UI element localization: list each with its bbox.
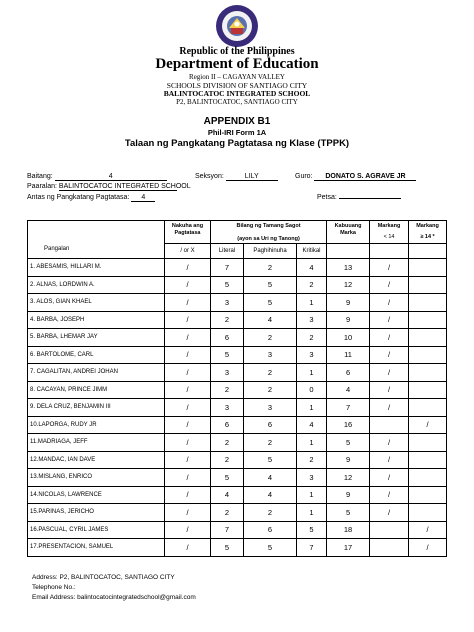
nakuha-cell: / — [165, 451, 211, 469]
markang-ge-label: Markang — [416, 223, 439, 229]
table-row — [28, 434, 447, 452]
table-row — [28, 399, 447, 417]
literal-cell: 2 — [211, 434, 244, 452]
lt-cell — [370, 521, 409, 539]
lt-sub-header — [370, 244, 409, 259]
literal-cell: 5 — [211, 539, 244, 557]
republic-line: Republic of the Philippines — [179, 46, 295, 57]
kabuuang-cell: 9 — [327, 486, 370, 504]
lt-cell: / — [370, 364, 409, 382]
ge-cell — [409, 469, 447, 487]
paghihinuha-cell: 2 — [244, 504, 297, 522]
kritikal-cell: 1 — [297, 399, 327, 417]
table-row — [28, 469, 447, 487]
kritikal-cell: 1 — [297, 294, 327, 312]
lt-cell: / — [370, 329, 409, 347]
ge-cell: / — [409, 521, 447, 539]
lt-value-label: < 14 — [383, 234, 395, 240]
seksyon-value: LILY — [226, 173, 278, 181]
lt-cell: / — [370, 451, 409, 469]
bilang-header — [211, 221, 327, 244]
table-row — [28, 504, 447, 522]
student-name: 14.NICOLAS, LAWRENCE — [28, 486, 165, 504]
lt-cell: / — [370, 259, 409, 277]
kritikal-cell: 4 — [297, 416, 327, 434]
deped-seal-icon — [215, 4, 259, 48]
paghihinuha-cell: 2 — [244, 259, 297, 277]
ge-cell: / — [409, 416, 447, 434]
student-name: 15.PARINAS, JERICHO — [28, 504, 165, 522]
paghihinuha-cell: 5 — [244, 276, 297, 294]
ge-cell: / — [409, 539, 447, 557]
footer-address: Address: P2, BALINTOCATOC, SANTIAGO CITY — [32, 574, 175, 581]
ge-cell — [409, 346, 447, 364]
paghihinuha-header: Paghihinuha — [244, 244, 297, 259]
student-name: 13.MISLANG, ENRICO — [28, 469, 165, 487]
pangalan-header: Pangalan — [44, 246, 70, 252]
paghihinuha-cell: 6 — [244, 521, 297, 539]
nakuha-cell: / — [165, 416, 211, 434]
nakuha-cell: / — [165, 381, 211, 399]
kabuuang-cell: 18 — [327, 521, 370, 539]
nakuha-cell: / — [165, 311, 211, 329]
student-name: 8. CACAYAN, PRINCE JIMM — [28, 381, 165, 399]
form-title: Phil-IRI Form 1A — [207, 128, 267, 137]
antas-label: Antas ng Pangkatang Pagtatasa: — [27, 194, 130, 201]
markang-lt-label: Markang — [377, 223, 401, 229]
kritikal-header: Kritikal — [297, 244, 327, 259]
nakuha-cell: / — [165, 399, 211, 417]
nakuha-cell: / — [165, 259, 211, 277]
nakuha-cell: / — [165, 539, 211, 557]
table-row — [28, 329, 447, 347]
kritikal-cell: 3 — [297, 469, 327, 487]
ge-cell — [409, 259, 447, 277]
ge-cell — [409, 451, 447, 469]
kabuuang-cell: 5 — [327, 504, 370, 522]
lt-cell: / — [370, 434, 409, 452]
footer-telephone: Telephone No.: — [32, 584, 76, 591]
paghihinuha-cell: 3 — [244, 346, 297, 364]
kabuuang-cell: 10 — [327, 329, 370, 347]
table-row — [28, 276, 447, 294]
kritikal-cell: 1 — [297, 364, 327, 382]
division-line: SCHOOLS DIVISION OF SANTIAGO CITY — [166, 81, 308, 90]
table-row — [28, 259, 447, 277]
school-line: BALINTOCATOC INTEGRATED SCHOOL — [163, 89, 311, 98]
table-row — [28, 346, 447, 364]
nakuha-cell: / — [165, 294, 211, 312]
kabuuang-cell: 12 — [327, 469, 370, 487]
markang-lt-header — [370, 221, 409, 244]
ge-cell — [409, 504, 447, 522]
kabuuang-cell: 17 — [327, 539, 370, 557]
kabuuang-cell: 5 — [327, 434, 370, 452]
kritikal-cell: 2 — [297, 276, 327, 294]
kabuuang-header: Kabuuang Marka — [327, 221, 370, 244]
kritikal-cell: 2 — [297, 329, 327, 347]
nakuha-cell: / — [165, 364, 211, 382]
literal-cell: 6 — [211, 329, 244, 347]
literal-cell: 5 — [211, 469, 244, 487]
kabuuang-cell: 13 — [327, 259, 370, 277]
seksyon-field — [195, 173, 278, 181]
kabuuang-cell: 9 — [327, 451, 370, 469]
bilang-label: Bilang ng Tamang Sagot — [236, 223, 301, 229]
region-line: Region II – CAGAYAN VALLEY — [189, 73, 285, 81]
kritikal-cell: 1 — [297, 434, 327, 452]
paaralan-value: BALINTOCATOC INTEGRATED SCHOOL — [58, 183, 191, 190]
lt-cell: / — [370, 346, 409, 364]
kabuuang-cell: 7 — [327, 399, 370, 417]
footer-email: Email Address: balintocatocintegratedschool@gmail.com — [32, 594, 196, 601]
baitang-field — [27, 173, 167, 181]
student-name: 4. BARBA, JOSEPH — [28, 311, 165, 329]
literal-cell: 6 — [211, 416, 244, 434]
lt-cell: / — [370, 504, 409, 522]
kabuuang-cell: 11 — [327, 346, 370, 364]
table-row — [28, 521, 447, 539]
ge-cell — [409, 364, 447, 382]
table-row — [28, 381, 447, 399]
nakuha-cell: / — [165, 469, 211, 487]
lt-cell: / — [370, 469, 409, 487]
lt-cell — [370, 416, 409, 434]
school-address-line: P2, BALINTOCATOC, SANTIAGO CITY — [176, 98, 298, 106]
paghihinuha-cell: 2 — [244, 364, 297, 382]
kritikal-cell: 3 — [297, 311, 327, 329]
paghihinuha-cell: 5 — [244, 294, 297, 312]
lt-cell: / — [370, 311, 409, 329]
literal-cell: 4 — [211, 486, 244, 504]
paghihinuha-cell: 4 — [244, 469, 297, 487]
department-title: Department of Education — [155, 56, 319, 72]
ge-cell — [409, 294, 447, 312]
table-row — [28, 364, 447, 382]
kritikal-cell: 3 — [297, 346, 327, 364]
table-row — [28, 486, 447, 504]
student-name: 2. ALNAS, LORDWIN A. — [28, 276, 165, 294]
student-name: 7. CAGALITAN, ANDREI JOHAN — [28, 364, 165, 382]
kritikal-cell: 7 — [297, 539, 327, 557]
ge-cell — [409, 381, 447, 399]
kabuuang-cell: 6 — [327, 364, 370, 382]
nakuha-cell: / — [165, 329, 211, 347]
nakuha-cell: / — [165, 504, 211, 522]
student-name: 5. BARBA, LHEMAR JAY — [28, 329, 165, 347]
student-name: 6. BARTOLOME, CARL — [28, 346, 165, 364]
paaralan-field — [27, 183, 191, 191]
literal-cell: 7 — [211, 259, 244, 277]
kabuuang-sub-header — [327, 244, 370, 259]
literal-cell: 2 — [211, 381, 244, 399]
lt-cell: / — [370, 381, 409, 399]
kabuuang-cell: 16 — [327, 416, 370, 434]
antas-field — [27, 194, 155, 202]
petsa-value — [339, 198, 401, 199]
paghihinuha-cell: 6 — [244, 416, 297, 434]
kritikal-cell: 0 — [297, 381, 327, 399]
nakuha-header: Nakuha ang Pagtatasa — [165, 221, 211, 244]
student-name: 12.MANDAC, IAN DAVE — [28, 451, 165, 469]
student-name: 1. ABESAMIS, HILLARI M. — [28, 259, 165, 277]
petsa-label: Petsa: — [317, 194, 337, 201]
student-name: 10.LAPORGA, RUDY JR — [28, 416, 165, 434]
ayon-label: (ayon sa Uri ng Tanong) — [237, 236, 300, 242]
kritikal-cell: 1 — [297, 486, 327, 504]
kritikal-cell: 1 — [297, 504, 327, 522]
guro-field — [295, 173, 416, 181]
lt-cell — [370, 539, 409, 557]
nakuha-cell: / — [165, 346, 211, 364]
paghihinuha-cell: 4 — [244, 486, 297, 504]
ge-cell — [409, 486, 447, 504]
literal-cell: 5 — [211, 276, 244, 294]
literal-cell: 3 — [211, 364, 244, 382]
ge-cell — [409, 329, 447, 347]
or-x-header: / or X — [165, 244, 211, 259]
antas-value: 4 — [131, 194, 155, 202]
tppk-table — [27, 220, 447, 557]
student-name: 17.PRESENTACION, SAMUEL — [28, 539, 165, 557]
literal-cell: 2 — [211, 311, 244, 329]
student-name: 16.PASCUAL, CYRIL JAMES — [28, 521, 165, 539]
lt-cell: / — [370, 294, 409, 312]
literal-cell: 3 — [211, 294, 244, 312]
header-row-1 — [28, 221, 447, 244]
literal-cell: 2 — [211, 504, 244, 522]
baitang-value: 4 — [55, 173, 167, 181]
kritikal-cell: 4 — [297, 259, 327, 277]
petsa-field — [317, 194, 401, 201]
appendix-title: APPENDIX B1 — [203, 116, 271, 127]
kabuuang-cell: 9 — [327, 294, 370, 312]
main-title: Talaan ng Pangkatang Pagtatasa ng Klase (TPPK) — [124, 138, 350, 149]
student-name: 11.MADRIAGA, JEFF — [28, 434, 165, 452]
table-row — [28, 451, 447, 469]
kritikal-cell: 2 — [297, 451, 327, 469]
seksyon-label: Seksyon: — [195, 173, 224, 180]
kritikal-cell: 5 — [297, 521, 327, 539]
markang-ge-header — [409, 221, 447, 244]
lt-cell: / — [370, 276, 409, 294]
literal-header: Literal — [211, 244, 244, 259]
table-row — [28, 539, 447, 557]
table-row — [28, 311, 447, 329]
literal-cell: 7 — [211, 521, 244, 539]
ge-value-label: ≥ 14 * — [420, 234, 435, 240]
guro-value: DONATO S. AGRAVE JR — [314, 173, 416, 181]
paghihinuha-cell: 2 — [244, 329, 297, 347]
literal-cell: 2 — [211, 451, 244, 469]
baitang-label: Baitang: — [27, 173, 53, 180]
paghihinuha-cell: 2 — [244, 434, 297, 452]
student-name: 9. DELA CRUZ, BENJAMIN III — [28, 399, 165, 417]
table-row — [28, 294, 447, 312]
ge-cell — [409, 276, 447, 294]
kabuuang-cell: 4 — [327, 381, 370, 399]
paaralan-label: Paaralan: — [27, 183, 57, 190]
nakuha-cell: / — [165, 521, 211, 539]
literal-cell: 5 — [211, 346, 244, 364]
ge-cell — [409, 434, 447, 452]
kabuuang-cell: 12 — [327, 276, 370, 294]
student-name: 3. ALOS, GIAN KHAEL — [28, 294, 165, 312]
nakuha-cell: / — [165, 434, 211, 452]
literal-cell: 3 — [211, 399, 244, 417]
lt-cell: / — [370, 486, 409, 504]
pangalan-header-top — [28, 221, 165, 259]
guro-label: Guro: — [295, 173, 313, 180]
ge-cell — [409, 399, 447, 417]
paghihinuha-cell: 4 — [244, 311, 297, 329]
paghihinuha-cell: 5 — [244, 539, 297, 557]
ge-sub-header — [409, 244, 447, 259]
paghihinuha-cell: 2 — [244, 381, 297, 399]
paghihinuha-cell: 5 — [244, 451, 297, 469]
ge-cell — [409, 311, 447, 329]
paghihinuha-cell: 3 — [244, 399, 297, 417]
table-row — [28, 416, 447, 434]
nakuha-cell: / — [165, 276, 211, 294]
lt-cell: / — [370, 399, 409, 417]
kabuuang-cell: 9 — [327, 311, 370, 329]
nakuha-cell: / — [165, 486, 211, 504]
